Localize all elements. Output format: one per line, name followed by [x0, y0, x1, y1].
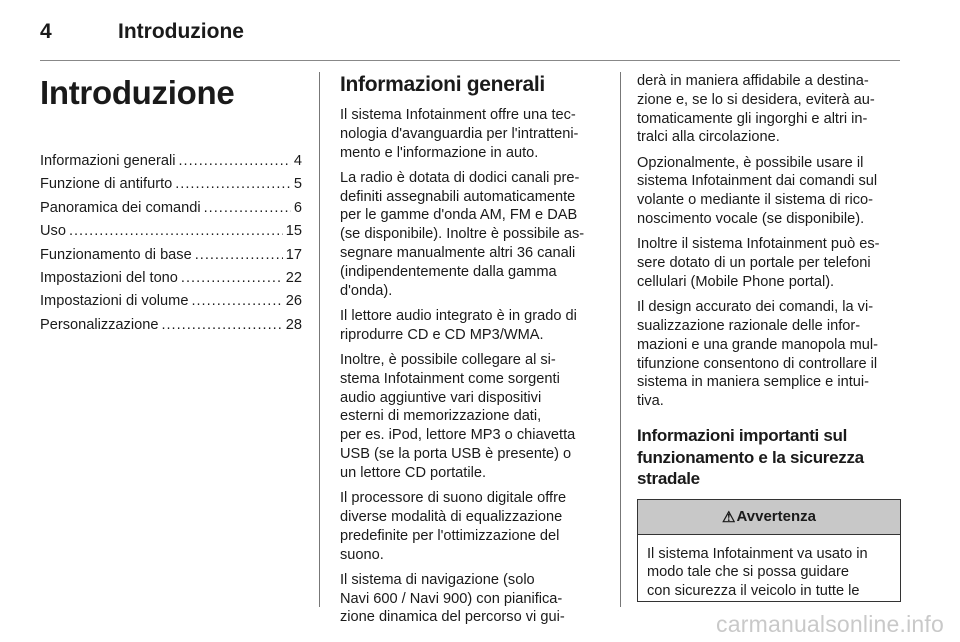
toc-item[interactable]: [40, 173, 302, 196]
toc-item[interactable]: [40, 244, 302, 267]
body-paragraph: Inoltre, è possibile collegare al si- stema Infotainment come sorgenti audio aggiuntive vari dispositivi esterni di memorizzazione dati, per es. iPod, lettore MP3 o chiavetta USB (se la porta USB è presente) o un lettore CD portatile.: [340, 352, 576, 481]
body-paragraph: Il design accurato dei comandi, la vi- sualizzazione razionale delle infor- mazioni e una grande manopola mul- tifunzione consentono di controllare il sistema in maniera semplice e intui- tiva.: [637, 299, 878, 410]
toc-leader-dots: [178, 150, 290, 173]
toc-leader-dots: [175, 173, 291, 196]
body-column-right: [637, 72, 901, 602]
body-paragraph: Il sistema Infotainment offre una tec- nologia d'avanguardia per l'intratteni- mento e l'informazione in auto.: [340, 107, 579, 161]
toc-item[interactable]: [40, 220, 302, 243]
toc-leader-dots: [181, 267, 283, 290]
section-title-general: Informazioni generali: [340, 73, 545, 96]
toc-item-page: 28: [285, 316, 302, 333]
page-header: [40, 18, 900, 58]
body-paragraph: Il sistema di navigazione (solo Navi 600 / Navi 900) con pianifica- zione dinamica del percorso vi gui-: [340, 571, 565, 626]
toc-item-page: 5: [293, 176, 302, 193]
toc-item-label: Uso: [40, 223, 66, 240]
warning-label: Avvertenza: [736, 508, 816, 526]
page-number: 4: [40, 20, 52, 43]
body-paragraph: Opzionalmente, è possibile usare il sistema Infotainment dai comandi sul volante o mediante il sistema di rico- noscimento vocale (se disponibile).: [637, 154, 878, 228]
column-divider-left: [319, 72, 320, 607]
toc-leader-dots: [191, 290, 282, 313]
watermark: carmanualsonline.info: [716, 611, 944, 637]
warning-text: Il sistema Infotainment va usato in modo tale che si possa guidare con sicurezza il veicolo in tutte le: [647, 545, 868, 600]
toc-item-label: Funzionamento di base: [40, 246, 192, 263]
toc-item-page: 6: [293, 199, 302, 216]
toc-item-label: Informazioni generali: [40, 153, 176, 169]
header-rule: [40, 60, 900, 61]
chapter-title: Introduzione: [40, 74, 235, 111]
toc-leader-dots: [195, 244, 283, 267]
body-paragraph: derà in maniera affidabile a destina- zione e, se lo si desidera, eviterà au- tomaticamente gli ingorghi e altri in- tralci alla circolazione.: [637, 73, 875, 146]
toc-item-page: 17: [285, 246, 302, 263]
toc-item-label: Panoramica dei comandi: [40, 199, 201, 216]
toc-leader-dots: [204, 197, 291, 220]
warning-triangle-icon: ⚠: [722, 508, 736, 526]
body-paragraph: La radio è dotata di dodici canali pre- definiti assegnabili automaticamente per le gamme d'onda AM, FM e DAB (se disponibile). Inoltre è possibile as- segnare manualmente altri 36 canali (indipendentemente dalla gamma d'onda).: [340, 169, 585, 299]
toc-item[interactable]: [40, 314, 302, 337]
toc-item-page: 4: [293, 153, 302, 169]
body-paragraph: Il processore di suono digitale offre diverse modalità di equalizzazione predefinite per l'ottimizzazione del suono.: [340, 490, 567, 563]
toc-leader-dots: [161, 314, 282, 337]
toc-item-page: 22: [285, 270, 302, 287]
warning-header: [638, 500, 900, 535]
toc-leader-dots: [69, 220, 283, 243]
table-of-contents: [40, 150, 302, 337]
toc-item[interactable]: [40, 197, 302, 220]
toc-item-label: Funzione di antifurto: [40, 176, 173, 193]
toc-item[interactable]: [40, 267, 302, 290]
toc-item-page: 15: [285, 223, 302, 240]
body-paragraph: Il lettore audio integrato è in grado di riprodurre CD e CD MP3/WMA.: [340, 307, 577, 343]
body-column-middle: [340, 72, 602, 634]
header-title: Introduzione: [118, 20, 244, 43]
toc-column: [40, 72, 302, 337]
body-paragraph: Inoltre il sistema Infotainment può es- sere dotato di un portale per telefoni cellulari (Mobile Phone portal).: [637, 236, 880, 290]
toc-item-label: Impostazioni del tono: [40, 270, 178, 287]
toc-item-label: Impostazioni di volume: [40, 293, 189, 310]
section-title-safety: Informazioni importanti sul funzionamento e la sicurezza stradale: [637, 426, 864, 489]
toc-item-page: 26: [285, 293, 302, 310]
column-divider-right: [620, 72, 621, 607]
warning-body: [638, 535, 900, 601]
toc-item[interactable]: [40, 150, 302, 173]
warning-box: [637, 499, 901, 602]
toc-item-label: Personalizzazione: [40, 316, 159, 333]
toc-item[interactable]: [40, 290, 302, 313]
